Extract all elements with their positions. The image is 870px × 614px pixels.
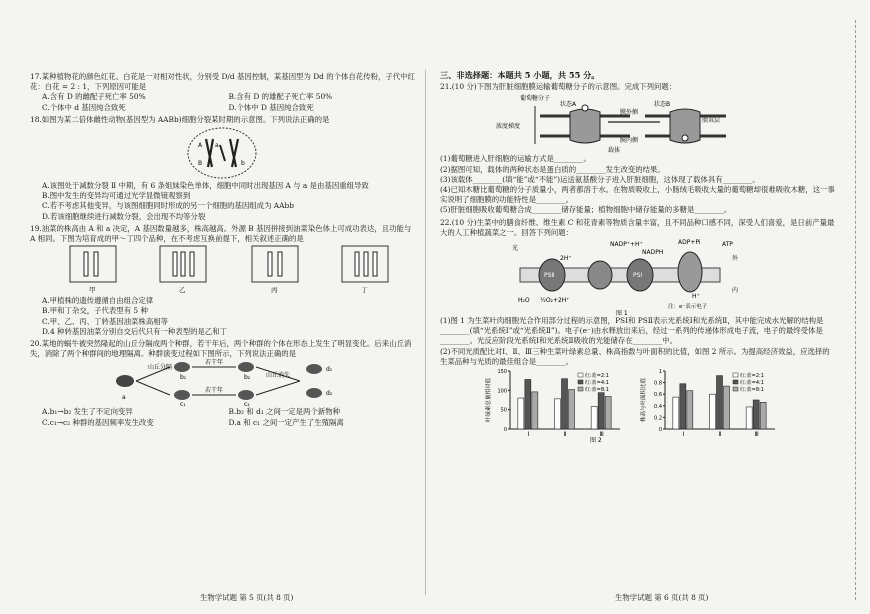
chart1-ytick-label: 0.6 <box>654 392 662 399</box>
label-years-2: 若干年 <box>205 387 224 395</box>
q17-options <box>30 92 415 112</box>
label-atp: ATP <box>722 241 733 249</box>
q19-figure <box>30 244 415 296</box>
q21-part2: (2)据图可知，载体的两种状态是蛋白质的________发生改变的结果。 <box>440 164 665 174</box>
chart1-legend-swatch <box>733 373 738 377</box>
label-years-1: 若干年 <box>205 359 224 367</box>
chart0-category-label: Ⅲ <box>599 431 604 439</box>
q19-option-b: B.甲和丁杂交，子代表型有 5 种 <box>42 306 148 316</box>
q21-carrier-figure <box>440 92 835 154</box>
label-ps2: PSⅡ <box>544 272 555 280</box>
panel-bing <box>252 246 298 294</box>
binding-fold-line <box>855 20 862 600</box>
chart0-bar <box>532 392 538 429</box>
q18-stem: 18.如图为某二倍体雌性动物(基因型为 AABb)细胞分裂某时期的示意图。下列说法正确的是 <box>30 114 330 124</box>
label-gradient: 浓度梯度 <box>496 123 521 131</box>
chart1-legend-label: 红:蓝=8:1 <box>740 387 764 394</box>
label-h2o: H₂O <box>518 297 530 305</box>
label-o2: ½O₂+2H⁺ <box>540 297 570 305</box>
fig2-caption: 图 2 <box>590 437 602 444</box>
label-a-pop: a <box>122 394 126 402</box>
chart1-bar <box>760 402 766 429</box>
section-heading: 三、非选择题：本题共 5 小题，共 55 分。 <box>440 70 600 80</box>
chart1-bar <box>687 391 693 429</box>
label-state-b: 状态B <box>654 101 671 109</box>
q17-option-d: D.个体中 D 基因纯合致死 <box>228 102 314 112</box>
chart1-category-label: Ⅲ <box>754 431 759 439</box>
label-bilayer: 脂双层 <box>702 117 721 125</box>
label-in: 内 <box>732 287 739 295</box>
q20-option-c: C.c₁→c₂ 种群的基因频率发生改变 <box>42 417 154 427</box>
label-b: b <box>241 160 245 168</box>
label-out: 外 <box>732 255 739 263</box>
chart1-ylabel: 株高与叶面积比值 <box>641 378 647 423</box>
chart0-legend-swatch <box>578 380 583 384</box>
chart0-category-label: Ⅰ <box>527 431 530 439</box>
q22-photosynthesis-figure <box>440 238 835 316</box>
q22-fig2 <box>440 367 835 443</box>
chart0-ylabel: 叶绿素总量相对值 <box>486 378 492 423</box>
q19-option-a: A.甲植株的遗传遵循自由组合定律 <box>42 296 154 306</box>
chart0-bar <box>525 380 531 429</box>
chart1-legend-label: 红:蓝=2:1 <box>740 373 764 380</box>
q22-part1: (1)图 1 为生菜叶肉细胞光合作用部分过程的示意图，PSⅠ和 PSⅡ表示光系统Ⅰ和光系统Ⅱ，其中能完成水光解的结构是________(填“光系统Ⅰ”或“光系统Ⅱ”)。电子(e⁻)由水释放出来后，经过一系列的传递体形成电子流，电子的最终受体是________。光反应阶段光系统Ⅰ和光系统Ⅱ吸收的光能储存在________中。 <box>440 316 824 346</box>
q20-snail-figure <box>30 359 415 407</box>
page-divider <box>425 70 426 595</box>
chart1-category-label: Ⅰ <box>682 431 685 439</box>
q17-stem: 17.某种植物花的颜色红花、白花是一对相对性状，分别受 D/d 基因控制，某基因型为 Dd 的个体自花传粉，子代中红花：白花 = 2 : 1，下列原因可能是 <box>30 72 415 92</box>
label-b2: b₂ <box>244 374 251 382</box>
chart1-bar <box>673 397 679 429</box>
q22-part2: (2)不同光质配比对Ⅰ、Ⅱ、Ⅲ三种生菜叶绿素总量、株高指数与叶面积的比值，如图 2 所示。为提高经济效益，应选择的生菜品种与光质的最佳组合是________。 <box>440 346 830 366</box>
chart1-ytick-label: 0.4 <box>654 403 662 410</box>
panel-label-jia: 甲 <box>89 286 96 295</box>
q17-option-b: B.含有 D 的雄配子死亡率 50% <box>228 92 333 102</box>
chart1-ytick-label: 0 <box>658 427 662 434</box>
chart0-bar <box>562 379 568 429</box>
q19-stem: 19.油菜的株高由 A 和 a 决定，A 基因数量越多，株高越高。外源 B 基因拼接到油菜染色体上可成功表达，且功能与 A 相同。下图为培育成的甲～丁四个品种，在不考虑互换前提下，相关叙述正确的是 <box>30 223 412 244</box>
chart0-legend-label: 红:蓝=8:1 <box>585 387 609 394</box>
panel-label-yi: 乙 <box>179 286 186 295</box>
q19-option-d: D.4 种转基因油菜分别自交后代只有一种表型的是乙和丁 <box>42 326 228 336</box>
chart0-legend-label: 红:蓝=4:1 <box>585 380 609 387</box>
thylakoid-diagram <box>440 238 835 316</box>
chart0-ytick-label: 100 <box>497 388 507 395</box>
q18-option-d: D.若该细胞继续进行减数分裂，会出现不均等分裂 <box>42 211 206 221</box>
left-page <box>30 70 415 590</box>
label-c1: c₁ <box>180 401 186 408</box>
chart1-ytick-label: 0.8 <box>654 380 662 387</box>
q22-stem: 22.(10 分)生菜中的膳食纤维、维生素 C 和花青素等物质含量丰富，且不同品种口感不同，深受人们喜爱，是日前产量最大的人工种植蔬菜之一。回答下列问题： <box>440 217 835 237</box>
fig2-bar-charts <box>440 367 835 443</box>
chart0-ytick-label: 50 <box>500 407 507 414</box>
panel-yi <box>160 246 206 294</box>
chart0-bar <box>518 398 524 429</box>
label-glucose: 葡萄糖分子 <box>520 95 551 103</box>
label-ps1: PSⅠ <box>633 272 643 280</box>
chart0-ytick-label: 150 <box>497 369 507 376</box>
label-state-a: 状态A <box>560 101 577 109</box>
label-b1: b₁ <box>180 374 187 382</box>
chart1-legend-label: 红:蓝=4:1 <box>740 380 764 387</box>
chart0-bar <box>591 407 597 429</box>
q21-part1: (1)葡萄糖进入肝细胞的运输方式是________。 <box>440 154 591 164</box>
label-nadph: NADPH <box>642 249 664 257</box>
q20-option-d: D.a 和 c₁ 之间一定产生了生殖隔离 <box>228 417 344 427</box>
label-a: a <box>215 142 219 150</box>
right-page <box>440 70 835 590</box>
label-note: 注：e⁻表示电子 <box>668 304 708 311</box>
snail-evolution-diagram <box>30 359 415 407</box>
transgenic-panels <box>30 244 415 296</box>
q20-option-a: A.b₁→b₂ 发生了不定向变异 <box>42 407 133 417</box>
right-footer: 生物学试题 第 6 页(共 8 页) <box>615 593 709 602</box>
q20-options <box>30 407 415 427</box>
q19-option-c: C.甲、乙、丙、丁转基因油菜株高相等 <box>42 316 168 326</box>
q21-part5: (5)肝脏细胞吸收葡萄糖合成________储存能量；植物细胞中储存能量的多糖是________。 <box>440 205 732 215</box>
chart0-legend-swatch <box>578 373 583 377</box>
q21-part3: (3)该载体________(填“能”或“不能”)运送氨基酸分子进入肝脏细胞，这体现了载体具有________。 <box>440 174 760 184</box>
chart1-legend-swatch <box>733 387 738 391</box>
chart0-bar <box>569 390 575 429</box>
label-B: B <box>198 160 203 168</box>
panel-label-ding: 丁 <box>361 286 368 295</box>
q20-option-b: B.b₂ 和 d₁ 之间一定是两个新物种 <box>228 407 341 417</box>
label-h-out: H⁺ <box>692 293 700 301</box>
chart1-category-label: Ⅱ <box>718 431 722 439</box>
label-hill-split: 山丘分隔 <box>148 364 173 372</box>
panel-jia <box>70 246 116 294</box>
chart1-ytick-label: 1 <box>658 369 662 376</box>
label-inside: 膜内侧 <box>620 137 639 145</box>
fig1-caption: 图 1 <box>616 310 628 317</box>
q20-stem: 20.某地的蜗牛被突然隆起的山丘分隔成两个种群，若干年后，两个种群的个体在形态上发生了明显变化。后来山丘消失，消除了两个种群间的地理隔离。种群演变过程如下图所示，下列说法正确的是 <box>30 339 412 359</box>
q21-stem: 21.(10 分)下图为肝脏细胞膜运输葡萄糖分子的示意图。完成下列问题： <box>440 82 677 92</box>
label-adp: ADP+Pi <box>678 239 701 247</box>
chart1-bar <box>717 376 723 429</box>
label-h-in: 2H⁺ <box>560 255 572 263</box>
chart0-category-label: Ⅱ <box>563 431 567 439</box>
left-footer: 生物学试题 第 5 页(共 8 页) <box>200 593 294 602</box>
label-A: A <box>198 142 203 150</box>
q18-option-a: A.该图处于减数分裂 Ⅱ 中期，有 6 条姐妹染色单体，细胞中同时出现基因 A 与 a 是由基因重组导致 <box>42 181 369 191</box>
q18-cell-figure <box>30 125 415 181</box>
chart1-bar <box>746 407 752 429</box>
label-hill-gone: 山丘消失 <box>266 372 291 380</box>
chart0-bar <box>598 393 604 429</box>
label-c2: c₂ <box>244 401 250 408</box>
chart1-bar <box>753 400 759 429</box>
chart0-legend-label: 红:蓝=2:1 <box>585 373 609 380</box>
chart1-legend-swatch <box>733 380 738 384</box>
label-outside: 膜外侧 <box>620 109 639 117</box>
chart0-legend-swatch <box>578 387 583 391</box>
chart1-ytick-label: 0.2 <box>654 415 662 422</box>
q17-option-c: C.个体中 d 基因纯合致死 <box>42 102 126 112</box>
q21-part4: (4)已知木糖比葡萄糖的分子质量小，两者都溶于水。在物质吸收上，小肠绒毛吸收大量的葡萄糖却很难吸收木糖，这一事实说明了细胞膜的功能特性是________。 <box>440 185 835 205</box>
chart0-bar <box>605 397 611 429</box>
chart0-bar <box>555 399 561 429</box>
q18-option-c: C.若不考虑其他变异，与该图细胞同时形成的另一个细胞的基因组成为 AAbb <box>42 201 294 211</box>
chart0-ytick-label: 0 <box>503 427 507 434</box>
panel-ding <box>342 246 388 294</box>
chart1-bar <box>724 386 730 429</box>
label-light: 光 <box>512 245 519 253</box>
q18-option-b: B.图中发生的变异均可通过光学显微镜观察到 <box>42 191 191 201</box>
label-d1: d₁ <box>326 366 333 374</box>
label-carrier: 载体 <box>608 147 621 155</box>
label-nadp: NADP⁺+H⁺ <box>610 241 643 249</box>
cell-diagram <box>30 125 415 181</box>
label-d2: d₂ <box>326 390 333 398</box>
glucose-carrier-diagram <box>440 92 835 154</box>
panel-label-bing: 丙 <box>271 286 278 295</box>
chart1-bar <box>710 394 716 429</box>
q17-option-a: A.含有 D 的雌配子死亡率 50% <box>42 92 146 102</box>
chart1-bar <box>680 384 686 429</box>
